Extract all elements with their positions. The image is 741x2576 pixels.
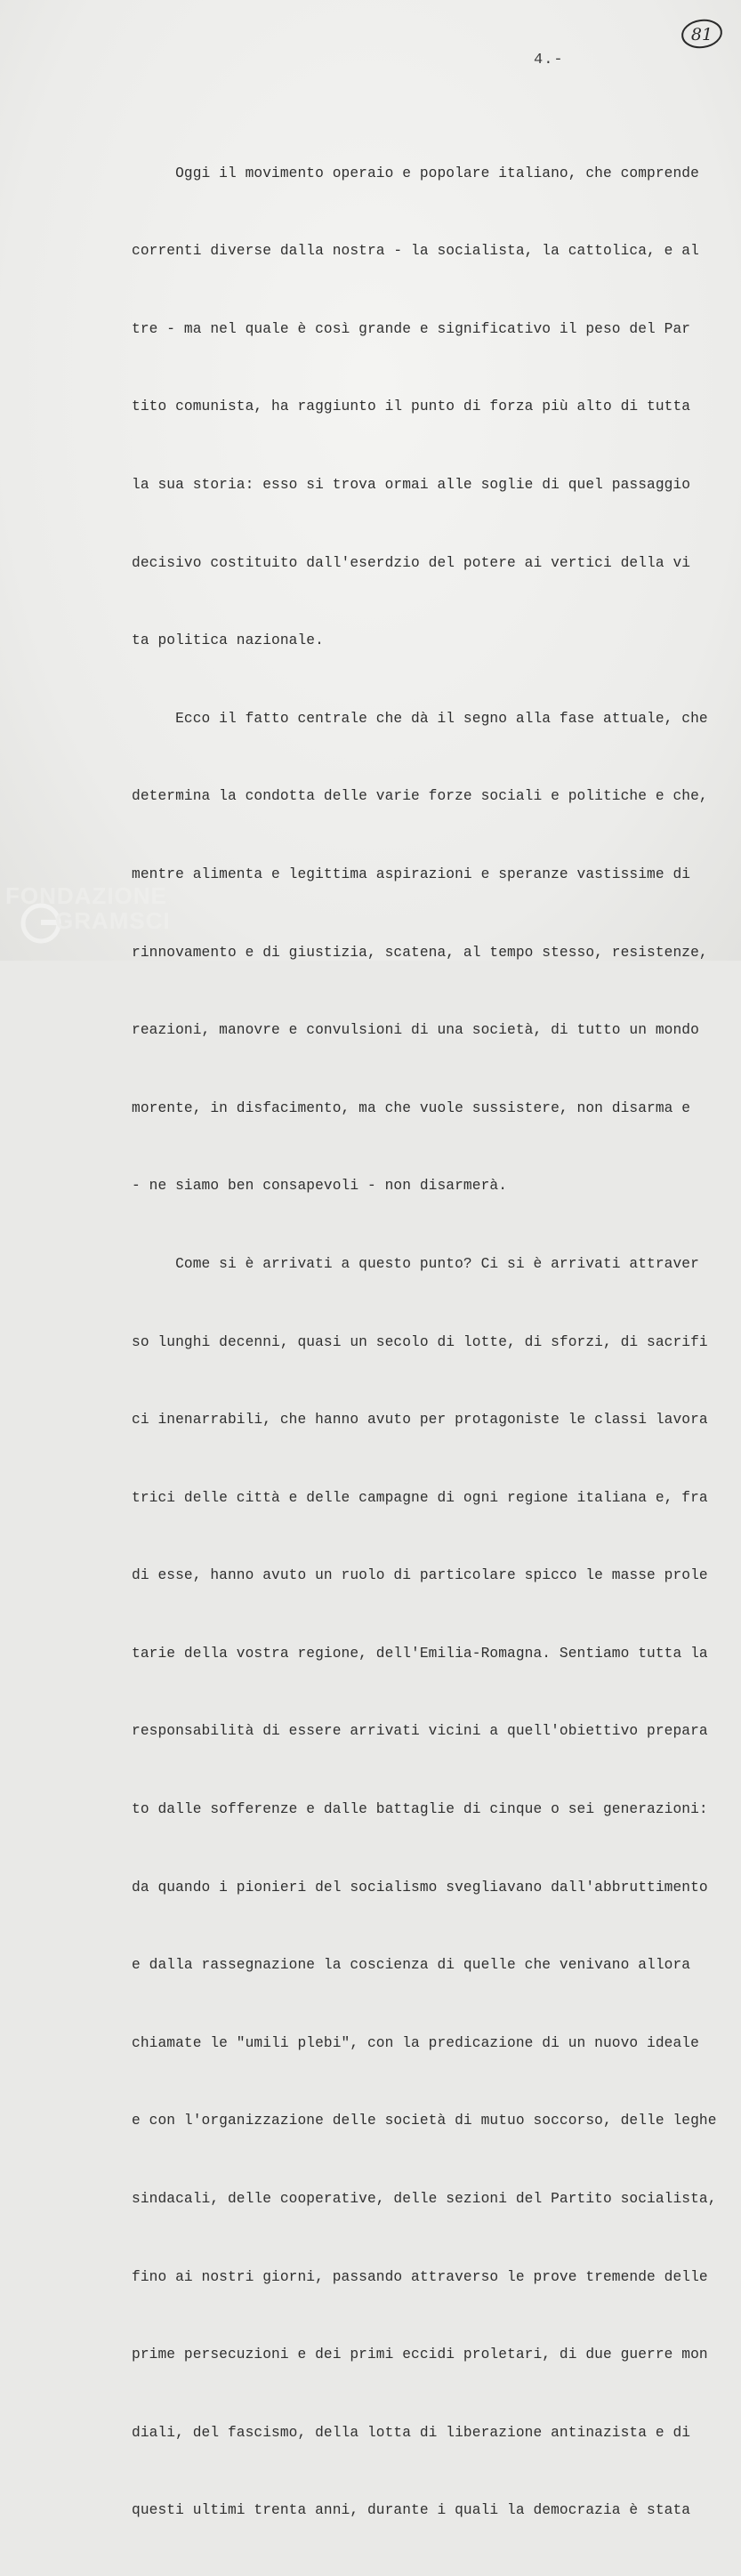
watermark-line1: FONDAZIONE bbox=[5, 882, 167, 909]
watermark-line2: GRAMSCI bbox=[55, 907, 171, 934]
text-line: correnti diverse dalla nostra - la socialista, la cattolica, e al bbox=[132, 243, 699, 260]
page-number: 4.- bbox=[534, 52, 564, 68]
text-line: ci inenarrabili, che hanno avuto per protagoniste le classi lavora bbox=[132, 1412, 708, 1429]
text-line: mentre alimenta e legittima aspirazioni e speranze vastissime di bbox=[132, 865, 691, 882]
text-line: e dalla rassegnazione la coscienza di quelle che venivano allora bbox=[132, 1957, 691, 1974]
fondazione-gramsci-watermark bbox=[5, 881, 205, 943]
text-line: fino ai nostri giorni, passando attraverso le prove tremende delle bbox=[132, 2268, 708, 2285]
text-line: tre - ma nel quale è così grande e significativo il peso del Par bbox=[132, 320, 691, 337]
text-line: diali, del fascismo, della lotta di liberazione antinazista e di bbox=[132, 2424, 691, 2441]
typed-text-body bbox=[132, 83, 728, 2576]
text-line: questi ultimi trenta anni, durante i quali la democrazia è stata bbox=[132, 2502, 691, 2519]
text-line: prime persecuzioni e dei primi eccidi proletari, di due guerre mon bbox=[132, 2347, 708, 2363]
folio-stamp bbox=[679, 18, 725, 50]
text-line: so lunghi decenni, quasi un secolo di lotte, di sforzi, di sacrifi bbox=[132, 1333, 708, 1350]
text-line: tito comunista, ha raggiunto il punto di forza più alto di tutta bbox=[132, 398, 691, 415]
text-line: e con l'organizzazione delle società di mutuo soccorso, delle leghe bbox=[132, 2113, 717, 2129]
text-line: Come si è arrivati a questo punto? Ci si è arrivati attraver bbox=[132, 1255, 699, 1272]
text-line: trici delle città e delle campagne di ogni regione italiana e, fra bbox=[132, 1489, 708, 1506]
text-line: determina la condotta delle varie forze sociali e politiche e che, bbox=[132, 788, 708, 805]
folio-circle-icon bbox=[679, 18, 725, 50]
text-line: to dalle sofferenze e dalle battaglie di cinque o sei generazioni: bbox=[132, 1801, 708, 1818]
text-line: sindacali, delle cooperative, delle sezioni del Partito socialista, bbox=[132, 2191, 717, 2208]
folio-number: 81 bbox=[690, 25, 713, 44]
text-line: chiamate le "umili plebi", con la predicazione di un nuovo ideale bbox=[132, 2034, 699, 2051]
text-line: decisivo costituito dall'eserdzio del potere ai vertici della vi bbox=[132, 554, 691, 571]
text-line: ta politica nazionale. bbox=[132, 632, 324, 649]
text-line: Oggi il movimento operaio e popolare italiano, che comprende bbox=[132, 165, 699, 181]
text-line: rinnovamento e di giustizia, scatena, al tempo stesso, resistenze, bbox=[132, 944, 708, 961]
text-line: Ecco il fatto centrale che dà il segno alla fase attuale, che bbox=[132, 710, 708, 727]
text-line: - ne siamo ben consapevoli - non disarmerà. bbox=[132, 1178, 508, 1195]
text-line: tarie della vostra regione, dell'Emilia-Romagna. Sentiamo tutta la bbox=[132, 1645, 708, 1662]
text-line: morente, in disfacimento, ma che vuole sussistere, non disarma e bbox=[132, 1099, 691, 1116]
text-line: responsabilità di essere arrivati vicini a quell'obiettivo prepara bbox=[132, 1723, 708, 1740]
text-line: la sua storia: esso si trova ormai alle soglie di quel passaggio bbox=[132, 476, 691, 493]
text-line: di esse, hanno avuto un ruolo di particolare spicco le masse prole bbox=[132, 1567, 708, 1584]
text-line: da quando i pionieri del socialismo svegliavano dall'abbruttimento bbox=[132, 1879, 708, 1896]
text-line: reazioni, manovre e convulsioni di una società, di tutto un mondo bbox=[132, 1022, 699, 1039]
